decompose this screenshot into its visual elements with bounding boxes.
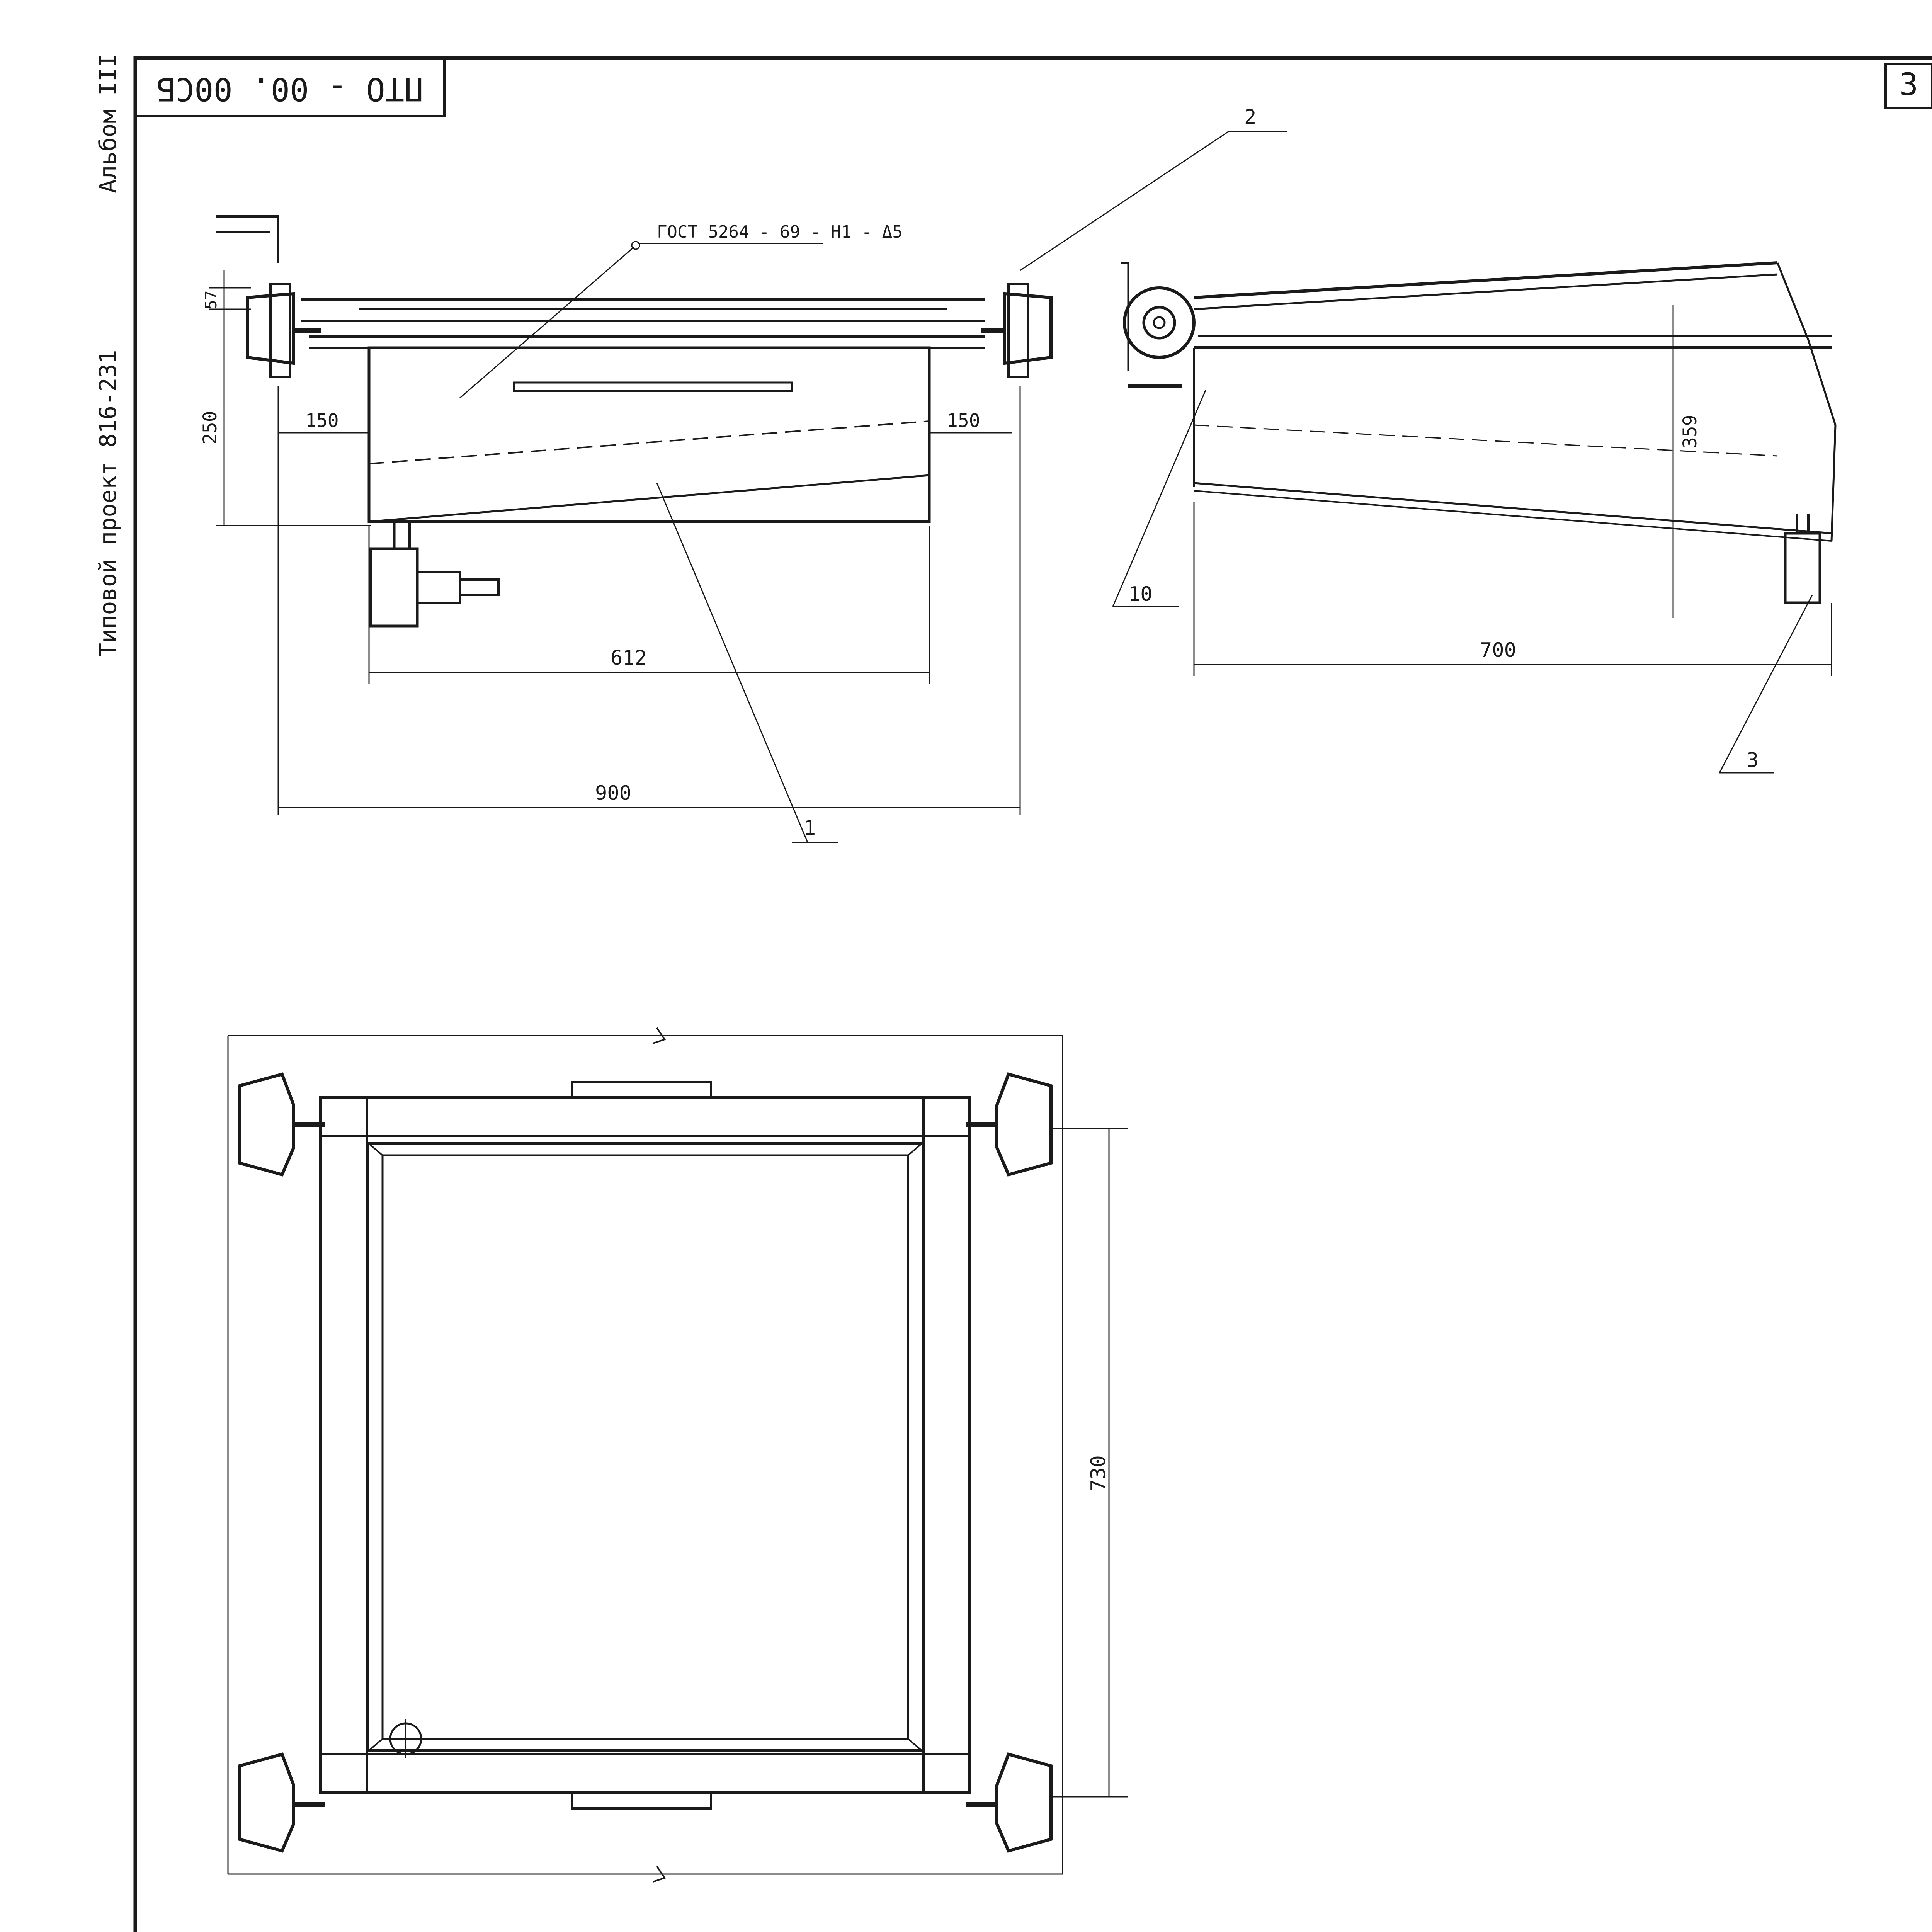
side-project: Типовой проект 816-231 bbox=[95, 350, 122, 657]
front-view-labels bbox=[199, 105, 1256, 840]
side-album: Альбом III bbox=[95, 53, 122, 193]
sheet-number: 3 bbox=[1899, 66, 1918, 102]
side-view bbox=[1113, 263, 1835, 773]
sheet-number-box bbox=[1886, 64, 1932, 108]
top-doc-code-box bbox=[135, 58, 444, 116]
dim-150-right: 150 bbox=[947, 410, 980, 432]
dim-250: 250 bbox=[199, 411, 221, 444]
dim-730: 730 bbox=[1087, 1455, 1110, 1492]
callout-1: 1 bbox=[804, 816, 816, 840]
dim-612: 612 bbox=[611, 646, 647, 670]
side-view-labels bbox=[1128, 415, 1759, 772]
gost-weld-label: ГОСТ 5264 - 69 - Н1 - Δ5 bbox=[657, 222, 903, 242]
top-doc-code: ПТО - 00. 00СБ bbox=[156, 70, 423, 107]
callout-10: 10 bbox=[1128, 583, 1153, 606]
dim-900: 900 bbox=[595, 782, 631, 805]
sheet-frame bbox=[70, 58, 1932, 1932]
dim-700: 700 bbox=[1480, 639, 1516, 662]
dim-150-left: 150 bbox=[305, 410, 339, 432]
dim-359: 359 bbox=[1679, 415, 1701, 448]
plan-view-labels bbox=[1087, 1455, 1110, 1492]
callout-3: 3 bbox=[1747, 749, 1759, 772]
dim-57: 57 bbox=[202, 290, 220, 309]
callout-2: 2 bbox=[1244, 105, 1257, 129]
plan-view bbox=[228, 1028, 1128, 1882]
side-stamp bbox=[95, 54, 122, 657]
